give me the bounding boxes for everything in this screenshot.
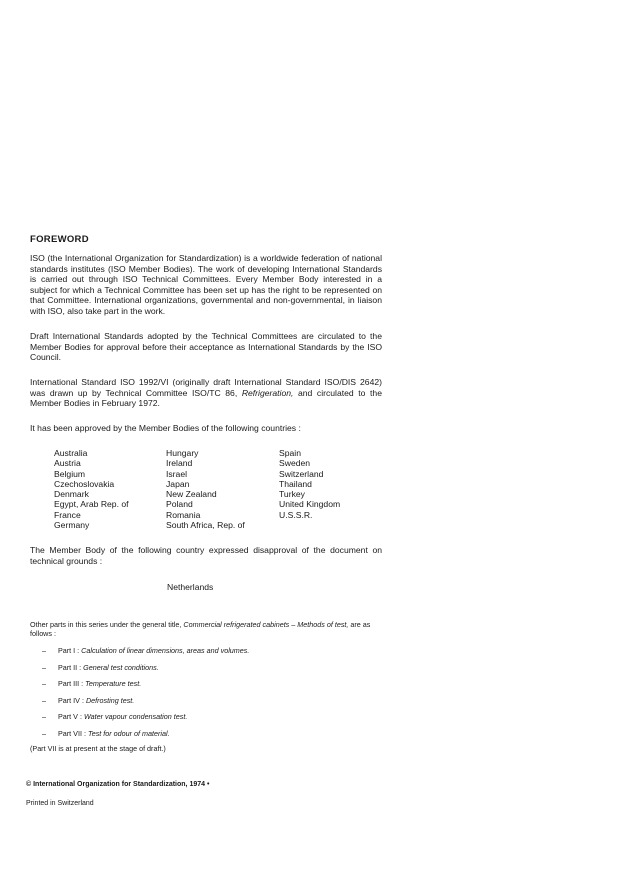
country-item: Spain	[279, 448, 301, 458]
disapproving-country: Netherlands	[167, 582, 214, 592]
draft-note: (Part VII is at present at the stage of draft.)	[30, 744, 166, 753]
country-item: Turkey	[279, 489, 305, 500]
paragraph-approval: It has been approved by the Member Bodies of the following countries :	[30, 423, 301, 433]
part-label: Part III :	[58, 679, 86, 688]
countries-column-2	[166, 448, 245, 530]
countries-column-3	[279, 448, 340, 520]
part-title: Water vapour condensation test.	[83, 712, 188, 721]
part-title: Test for odour of material.	[87, 728, 170, 738]
country-item: Hungary	[166, 448, 199, 458]
country-item: Austria	[54, 458, 81, 469]
country-item: United Kingdom	[279, 499, 341, 510]
paragraph-standard-origin	[30, 377, 382, 409]
country-item: Denmark	[54, 489, 89, 500]
paragraph-disapproval: The Member Body of the following country expressed disapproval of the document on technical grounds :	[30, 545, 382, 566]
series-intro	[30, 620, 382, 639]
country-item: France	[54, 509, 81, 520]
country-item: Japan	[166, 478, 190, 489]
country-item: Egypt, Arab Rep. of	[54, 499, 129, 510]
country-item: South Africa, Rep. of	[166, 520, 245, 531]
country-item: Switzerland	[279, 468, 324, 479]
country-item: Belgium	[54, 468, 86, 479]
copyright-notice: © International Organization for Standardization, 1974 •	[26, 781, 210, 788]
series-intro-text-b: are as follows :	[30, 620, 371, 639]
part-title: Temperature test.	[85, 679, 142, 688]
country-item: Sweden	[279, 458, 311, 469]
series-part-item: – Part V : Water vapour condensation test.	[42, 712, 188, 721]
country-item: U.S.S.R.	[279, 509, 313, 520]
part-label: Part VII :	[58, 728, 88, 738]
country-item: Poland	[166, 499, 193, 510]
series-part-item: – Part I : Calculation of linear dimensions, areas and volumes.	[42, 646, 250, 655]
series-part-item: – Part II : General test conditions.	[42, 662, 159, 672]
paragraph-draft-standards: Draft International Standards adopted by the Technical Committees are circulated to the Member Bodies for approval before their acceptance as International Standards by the ISO Council.	[30, 331, 382, 363]
paragraph-standard-origin-text-b: and circulated to the Member Bodies in February 1972.	[30, 387, 382, 409]
country-item: Germany	[54, 520, 90, 531]
country-item: Czechoslovakia	[54, 478, 115, 489]
foreword-heading: FOREWORD	[30, 234, 89, 245]
series-intro-italic: Commercial refrigerated cabinets – Methods of test,	[183, 620, 349, 629]
series-intro-text-a: Other parts in this series under the general title,	[30, 620, 184, 629]
part-title: General test conditions.	[83, 662, 159, 672]
printed-location: Printed in Switzerland	[26, 800, 94, 807]
part-title: Defrosting test.	[85, 695, 135, 705]
part-title: Calculation of linear dimensions, areas and volumes.	[81, 646, 250, 655]
country-item: Australia	[54, 448, 88, 458]
country-item: Ireland	[166, 458, 193, 469]
part-label: Part IV :	[58, 695, 86, 705]
countries-column-1	[54, 448, 129, 530]
paragraph-standard-origin-text-a: International Standard ISO 1992/VI (originally draft International Standard ISO/DIS 2642) was drawn up by Technical Committee ISO/TC 86,	[30, 377, 382, 398]
part-label: Part II :	[58, 662, 84, 672]
paragraph-standard-origin-italic: Refrigeration,	[241, 387, 294, 398]
part-label: Part V :	[58, 712, 84, 721]
country-item: Israel	[166, 468, 188, 479]
series-part-item: – Part VII : Test for odour of material.	[42, 728, 170, 738]
country-item: Romania	[166, 509, 201, 520]
country-item: New Zealand	[166, 489, 217, 500]
series-part-item: – Part III : Temperature test.	[42, 679, 142, 688]
part-label: Part I :	[58, 646, 82, 655]
paragraph-iso-description: ISO (the International Organization for Standardization) is a worldwide federation of national standards institutes (ISO Member Bodies). The work of developing International Standards is carried out through ISO Technical Committees. Every Member Body interested in a subject for which a Technical Committee has been set up has the right to be represented on that Committee. International organizations, governmental and non-governmental, in liaison with ISO, also take part in the work.	[30, 253, 382, 316]
country-item: Thailand	[279, 478, 312, 489]
series-part-item: – Part IV : Defrosting test.	[42, 695, 135, 705]
